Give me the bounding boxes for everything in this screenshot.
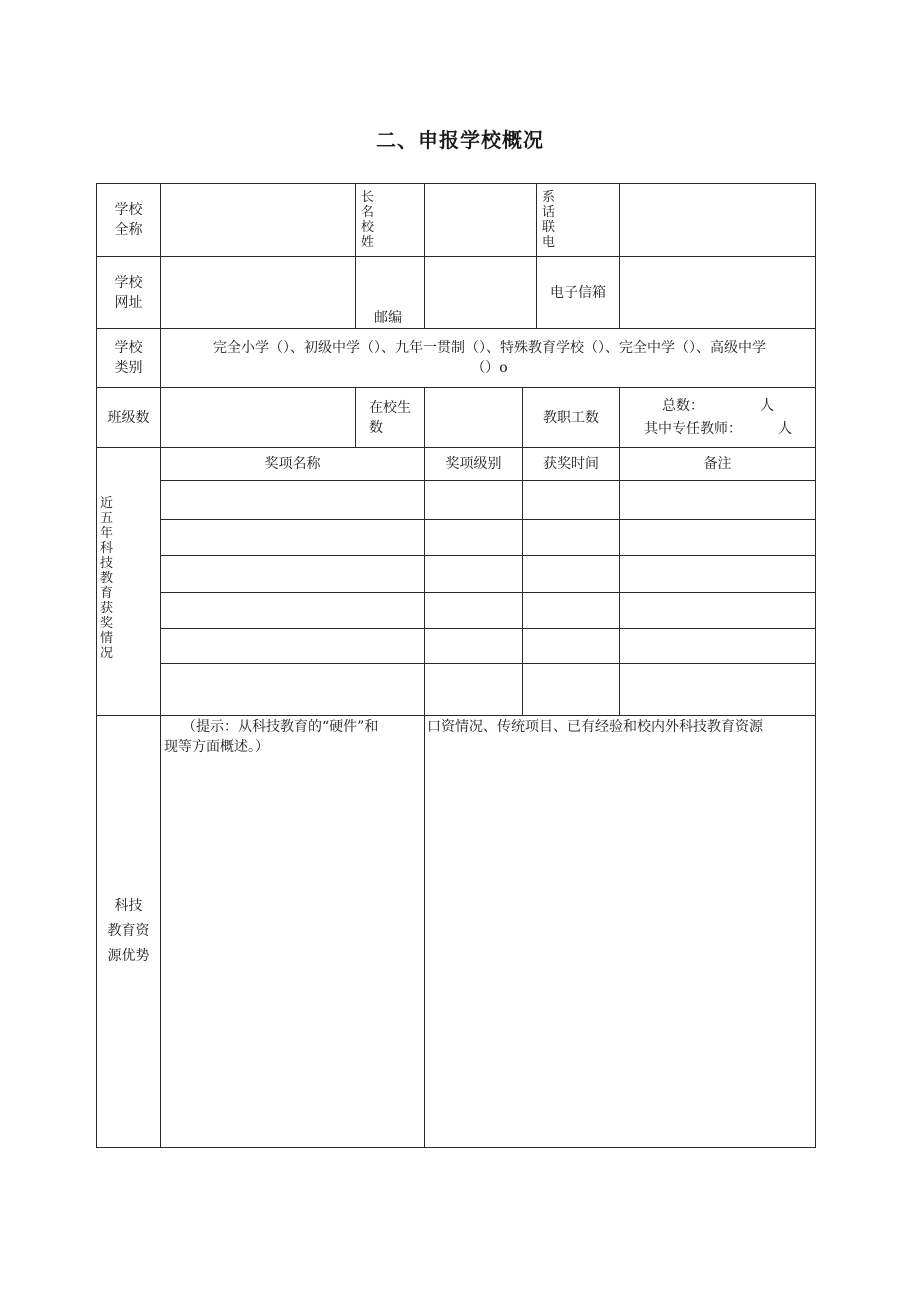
website-field[interactable] <box>160 256 356 329</box>
label-line: 学校 <box>114 274 143 291</box>
category-options-text: 完全小学（）、初级中学（）、九年一贯制（）、特殊教育学校（）、完全中学（）、高级中学 <box>213 340 766 356</box>
email-label <box>536 256 620 329</box>
award-time-cell[interactable] <box>522 480 620 520</box>
award-name-cell[interactable] <box>160 663 425 716</box>
award-level-cell[interactable] <box>424 628 523 664</box>
award-name-cell[interactable] <box>160 480 425 520</box>
award-notes-cell[interactable] <box>619 663 816 716</box>
hint-text: （提示：从科技教育的“硬件”和 <box>182 719 379 735</box>
class-count-field[interactable] <box>160 387 356 448</box>
category-options-text: （）o <box>471 360 508 376</box>
awards-label-char: 五 <box>100 511 114 526</box>
award-notes-cell[interactable] <box>619 480 816 520</box>
award-notes-cell[interactable] <box>619 592 816 629</box>
label-char: 名 <box>361 205 375 220</box>
label-line: 类别 <box>114 360 143 376</box>
awards-label-char: 奖 <box>100 616 114 631</box>
staff-total-label: 总数： <box>662 398 704 414</box>
award-level-cell[interactable] <box>424 592 523 629</box>
award-level-cell[interactable] <box>424 555 523 593</box>
label-line: 在校生 <box>369 399 411 416</box>
label-line: 学校 <box>114 202 143 218</box>
label-char: 校 <box>361 220 375 235</box>
hint-text: 口资情况、传统项目、已有经验和校内外科技教育资源 <box>427 719 763 735</box>
category-label <box>96 328 161 388</box>
category-options[interactable] <box>160 328 816 388</box>
label-char: 系 <box>542 190 556 205</box>
label-char: 电 <box>542 235 556 250</box>
awards-header-level <box>424 447 523 481</box>
header-text: 备注 <box>703 456 732 472</box>
principal-name-field[interactable] <box>424 183 537 257</box>
award-time-cell[interactable] <box>522 592 620 629</box>
label-line: 全称 <box>114 222 143 238</box>
awards-header-name <box>160 447 425 481</box>
label-char: 姓 <box>361 235 375 250</box>
header-text: 奖项名称 <box>264 456 321 472</box>
class-count-label <box>96 387 161 448</box>
award-notes-cell[interactable] <box>619 519 816 556</box>
page-title: 二、申报学校概况 <box>376 128 544 152</box>
postcode-field[interactable] <box>424 256 537 329</box>
awards-label-char: 情 <box>100 631 114 646</box>
award-notes-cell[interactable] <box>619 628 816 664</box>
label-char: 话 <box>542 205 556 220</box>
email-label-text: 电子信箱 <box>550 284 606 301</box>
label-line: 教育资 <box>107 923 150 939</box>
awards-label-char: 况 <box>100 646 114 661</box>
website-label <box>96 256 161 329</box>
award-time-cell[interactable] <box>522 555 620 593</box>
label-char: 长 <box>361 190 375 205</box>
staff-total-unit: 人 <box>760 398 774 414</box>
class-count-text: 班级数 <box>107 409 150 426</box>
staff-count-text: 教职工数 <box>543 409 599 426</box>
award-name-cell[interactable] <box>160 592 425 629</box>
label-line: 网址 <box>114 294 143 311</box>
awards-header-notes <box>619 447 816 481</box>
resources-right-field[interactable] <box>424 715 816 1148</box>
label-line: 源优势 <box>107 948 150 964</box>
award-name-cell[interactable] <box>160 555 425 593</box>
awards-label-char: 获 <box>100 601 114 616</box>
awards-label-char: 育 <box>100 586 114 601</box>
postcode-label <box>355 256 425 329</box>
awards-label-char: 科 <box>100 541 114 556</box>
contact-phone-field[interactable] <box>619 183 816 257</box>
awards-label-char: 教 <box>100 571 114 586</box>
awards-label-char: 近 <box>100 496 114 511</box>
principal-name-label <box>355 183 425 257</box>
label-char: 联 <box>542 220 556 235</box>
header-text: 奖项级别 <box>445 456 502 472</box>
staff-count-label <box>522 387 620 448</box>
award-level-cell[interactable] <box>424 480 523 520</box>
award-name-cell[interactable] <box>160 519 425 556</box>
awards-section-label <box>96 447 161 716</box>
full-time-teachers-unit: 人 <box>778 421 792 437</box>
award-name-cell[interactable] <box>160 628 425 664</box>
awards-header-time <box>522 447 620 481</box>
resources-left-field[interactable] <box>160 715 425 1148</box>
award-level-cell[interactable] <box>424 519 523 556</box>
award-level-cell[interactable] <box>424 663 523 716</box>
award-time-cell[interactable] <box>522 628 620 664</box>
postcode-text: 邮编 <box>374 310 402 326</box>
contact-phone-label <box>536 183 620 257</box>
label-line: 科技 <box>114 898 143 914</box>
full-name-field[interactable] <box>160 183 356 257</box>
student-count-field[interactable] <box>424 387 523 448</box>
award-notes-cell[interactable] <box>619 555 816 593</box>
awards-label-char: 年 <box>100 526 114 541</box>
award-time-cell[interactable] <box>522 663 620 716</box>
awards-label-char: 技 <box>100 556 114 571</box>
header-text: 获奖时间 <box>543 456 599 472</box>
resources-section-label <box>96 715 161 1148</box>
full-time-teachers-label: 其中专任教师： <box>644 421 742 437</box>
hint-text: 现等方面概述。） <box>164 739 269 755</box>
label-line: 学校 <box>114 340 143 356</box>
email-field[interactable] <box>619 256 816 329</box>
student-count-label <box>355 387 425 448</box>
staff-count-field[interactable] <box>619 387 816 448</box>
award-time-cell[interactable] <box>522 519 620 556</box>
label-line: 数 <box>369 419 383 436</box>
full-name-label <box>96 183 161 257</box>
